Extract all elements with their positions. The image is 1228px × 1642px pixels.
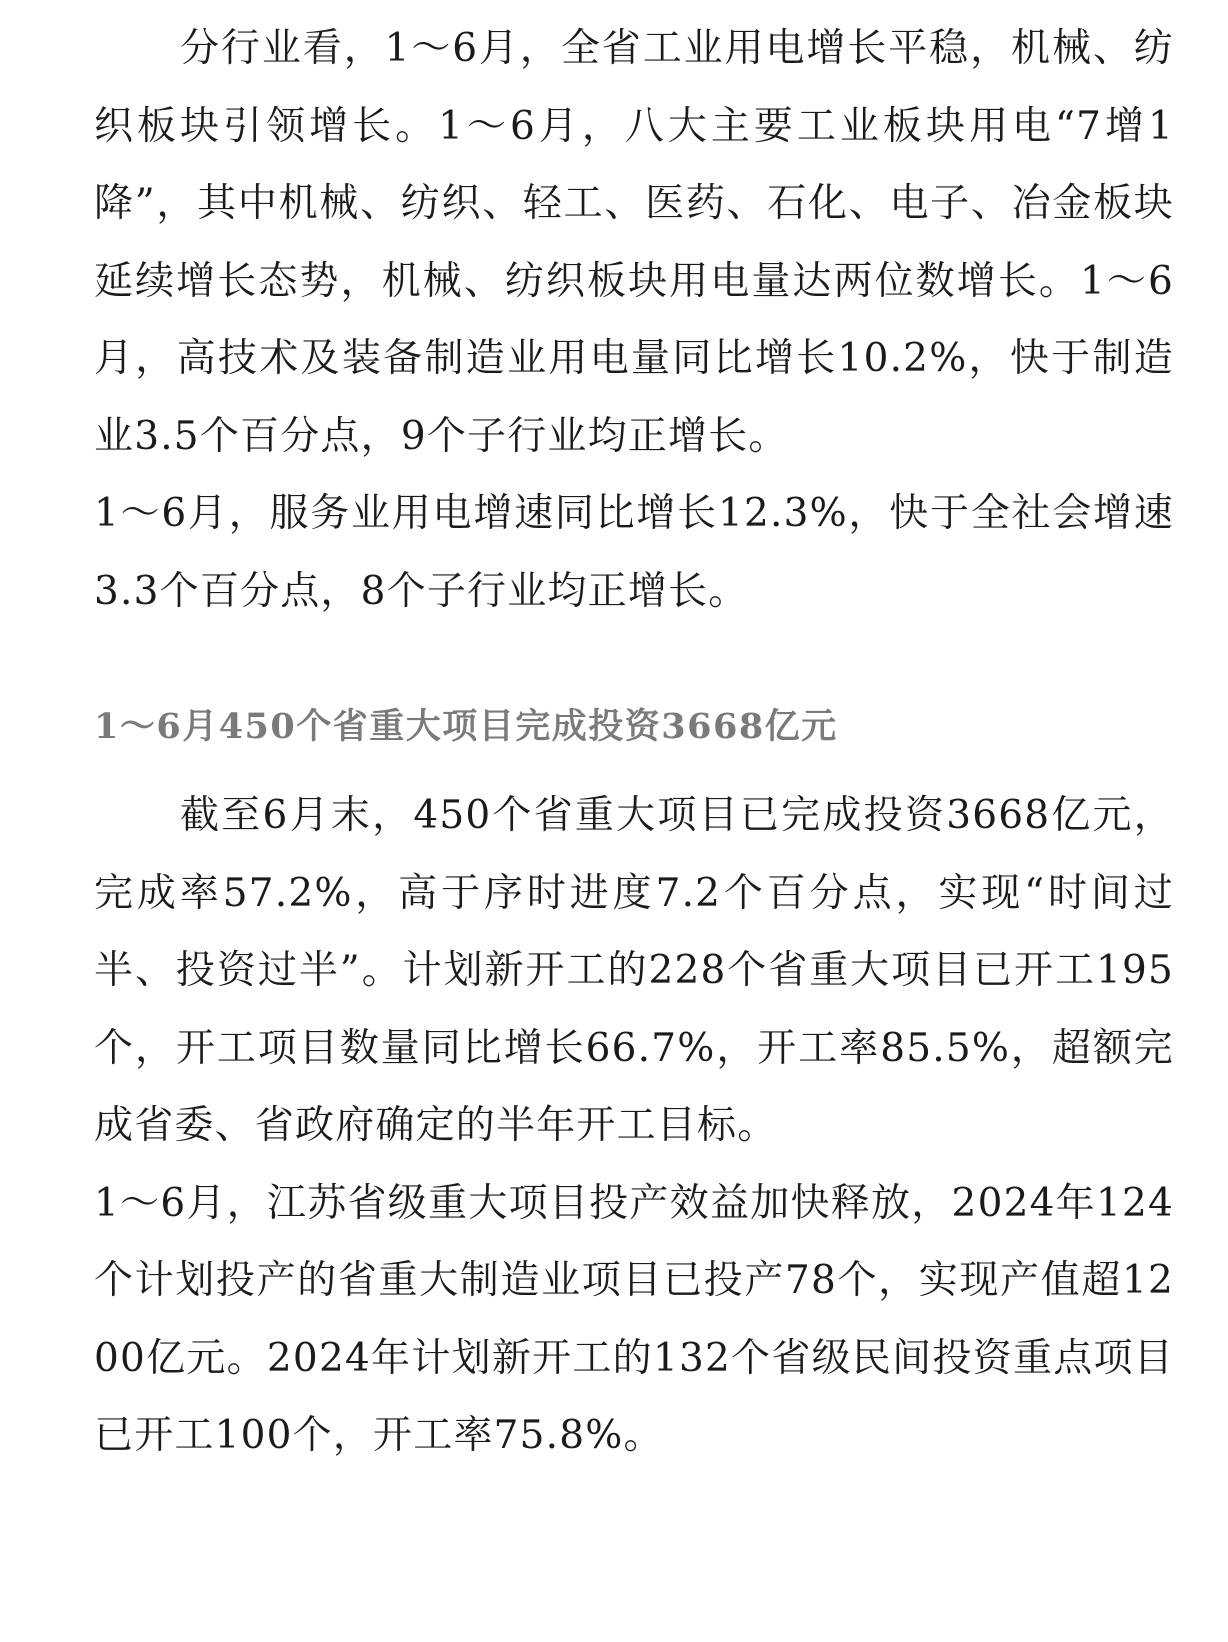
section-heading: 1～6月450个省重大项目完成投资3668亿元 xyxy=(94,706,838,747)
paragraph-industry-electricity: 分行业看，1～6月，全省工业用电增长平稳，机械、纺织板块引领增长。1～6月，八大主要工业板块用电“7增1降”，其中机械、纺织、轻工、医药、石化、电子、冶金板块延续增长态势，机械、纺织板块用电量达两位数增长。1～6月，高技术及装备制造业用电量同比增长10.2%，快于制造业3.5个百分点，9个子行业均正增长。 xyxy=(94,26,1174,459)
paragraph-service-electricity: 1～6月，服务业用电增速同比增长12.3%，快于全社会增速3.3个百分点，8个子行业均正增长。 xyxy=(94,491,1174,614)
paragraph-major-projects: 截至6月末，450个省重大项目已完成投资3668亿元，完成率57.2%，高于序时进度7.2个百分点，实现“时间过半、投资过半”。计划新开工的228个省重大项目已开工195个，开工项目数量同比增长66.7%，开工率85.5%，超额完成省委、省政府确定的半年开工目标。 xyxy=(94,793,1174,1148)
document-page xyxy=(94,0,1174,1475)
paragraph-project-output: 1～6月，江苏省级重大项目投产效益加快释放，2024年124个计划投产的省重大制造业项目已投产78个，实现产值超1200亿元。2024年计划新开工的132个省级民间投资重点项目已开工100个，开工率75.8%。 xyxy=(94,1180,1174,1458)
